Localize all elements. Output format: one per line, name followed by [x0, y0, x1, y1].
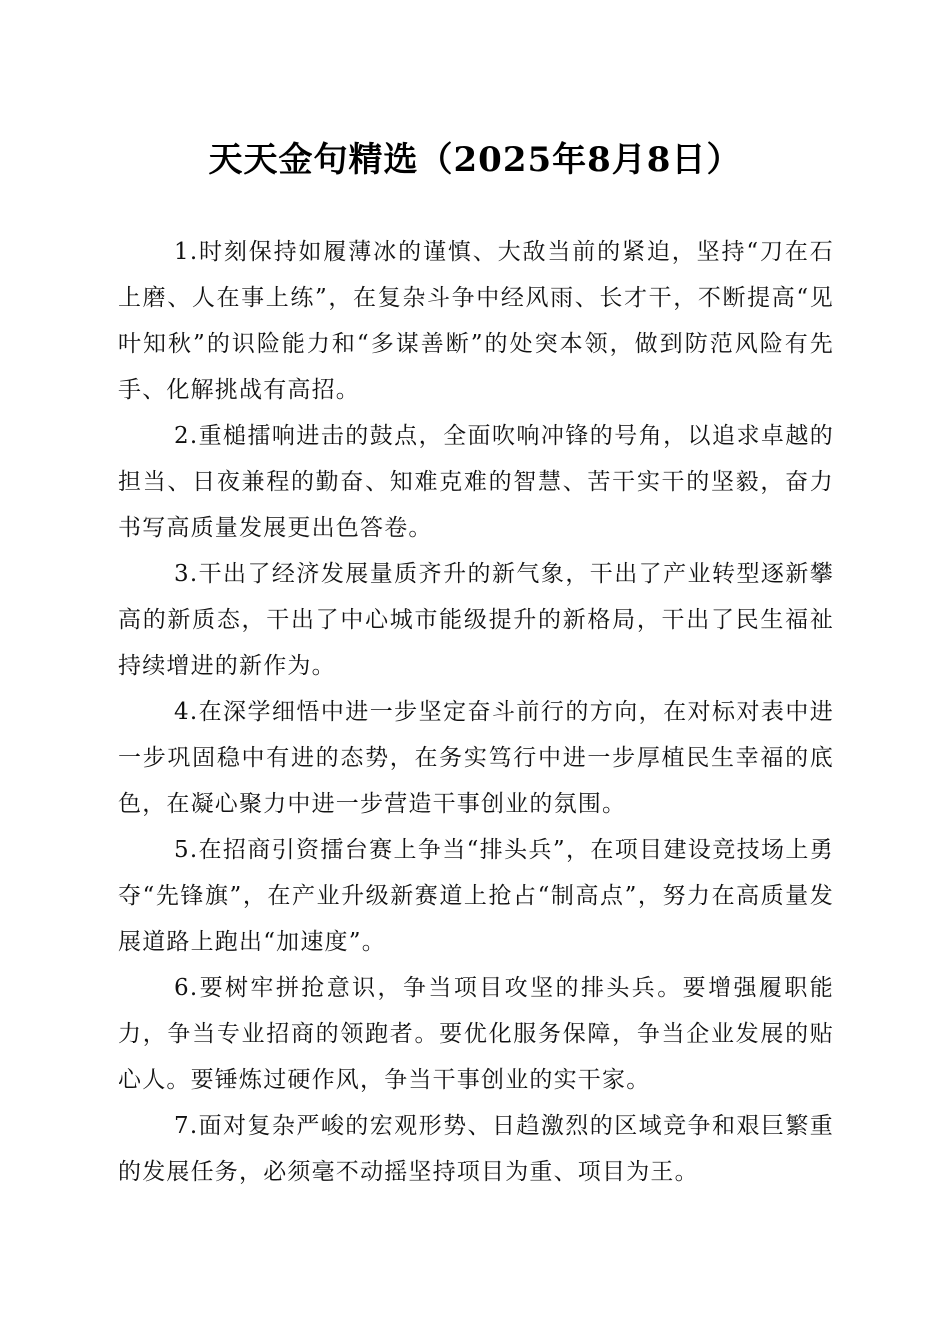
paragraph-1: 1.时刻保持如履薄冰的谨慎、大敌当前的紧迫，坚持“刀在石上磨、人在事上练”，在复杂斗争中经风雨、长才干，不断提高“见叶知秋”的识险能力和“多谋善断”的处突本领，做到防范风险有先手、化解挑战有高招。: [118, 239, 834, 403]
paragraph-6: 6.要树牢拼抢意识，争当项目攻坚的排头兵。要增强履职能力，争当专业招商的领跑者。要优化服务保障，争当企业发展的贴心人。要锤炼过硬作风，争当干事创业的实干家。: [118, 975, 834, 1093]
paragraph-4: 4.在深学细悟中进一步坚定奋斗前行的方向，在对标对表中进一步巩固稳中有进的态势，在务实笃行中进一步厚植民生幸福的底色，在凝心聚力中进一步营造干事创业的氛围。: [118, 699, 834, 817]
document-body: [118, 229, 834, 1195]
paragraph-5: 5.在招商引资擂台赛上争当“排头兵”，在项目建设竞技场上勇夺“先锋旗”，在产业升级新赛道上抢占“制高点”，努力在高质量发展道路上跑出“加速度”。: [118, 837, 834, 955]
paragraph-7: 7.面对复杂严峻的宏观形势、日趋激烈的区域竞争和艰巨繁重的发展任务，必须毫不动摇坚持项目为重、项目为王。: [118, 1113, 834, 1185]
paragraph-2: 2.重槌擂响进击的鼓点，全面吹响冲锋的号角，以追求卓越的担当、日夜兼程的勤奋、知难克难的智慧、苦干实干的坚毅，奋力书写高质量发展更出色答卷。: [118, 423, 834, 541]
paragraph-3: 3.干出了经济发展量质齐升的新气象，干出了产业转型逐新攀高的新质态，干出了中心城市能级提升的新格局，干出了民生福祉持续增进的新作为。: [118, 561, 834, 679]
page-title: 天天金句精选（2025年8月8日）: [208, 140, 742, 180]
